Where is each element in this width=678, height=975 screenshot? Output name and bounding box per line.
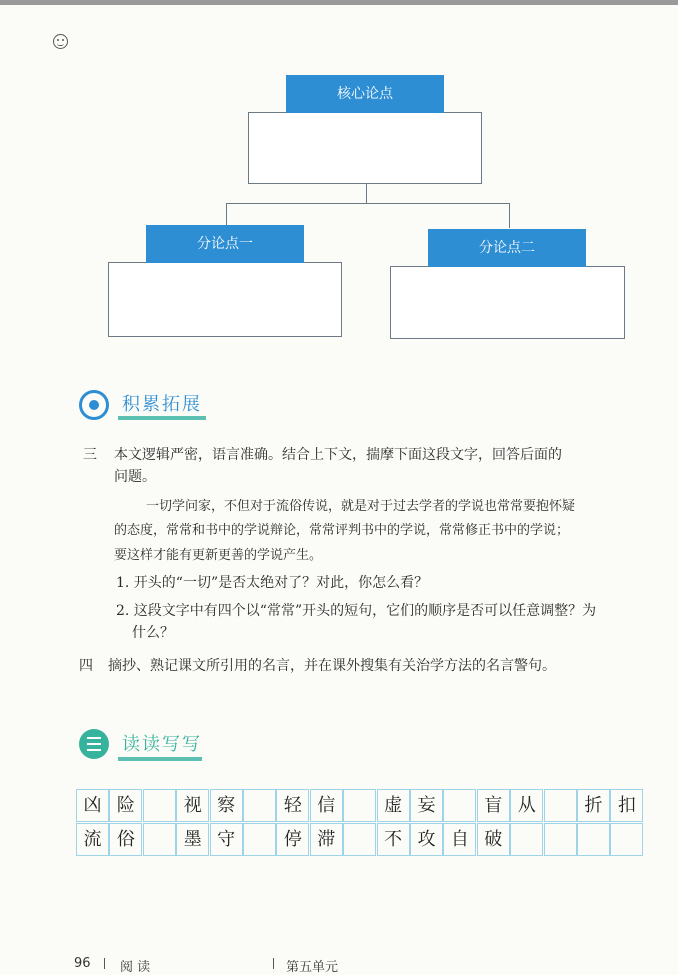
grid-character: 攻 xyxy=(417,829,436,850)
grid-character: 俗 xyxy=(116,829,135,850)
top-edge xyxy=(0,0,678,5)
core-point-box xyxy=(248,112,482,184)
icon-stroke-3 xyxy=(87,749,101,751)
grid-character: 滞 xyxy=(317,829,336,850)
grid-character: 凶 xyxy=(83,795,102,816)
grid-character: 视 xyxy=(183,795,202,816)
grid-character: 察 xyxy=(217,795,236,816)
footer-divider-2 xyxy=(273,958,274,969)
grid-cell xyxy=(143,823,176,856)
core-point-label: 核心论点 xyxy=(286,75,444,113)
grid-character: 折 xyxy=(584,795,603,816)
grid-character: 信 xyxy=(317,795,336,816)
sub-point-1-label: 分论点一 xyxy=(146,225,304,263)
grid-cell xyxy=(243,823,276,856)
grid-cell xyxy=(610,823,643,856)
footer-unit: 第五单元 xyxy=(286,960,339,975)
grid-cell xyxy=(544,789,577,822)
sub-point-1-box xyxy=(108,262,342,337)
section-expand-icon-dot xyxy=(89,400,99,410)
section-title-accumulate: 积累拓展 xyxy=(122,394,202,415)
footer-book-title: 阅 读 xyxy=(120,960,151,975)
grid-character: 轻 xyxy=(283,795,302,816)
grid-cell xyxy=(243,789,276,822)
icon-stroke-1 xyxy=(87,737,101,739)
grid-character: 险 xyxy=(116,795,135,816)
grid-cell xyxy=(343,789,376,822)
connector-left xyxy=(226,203,227,225)
section-title-underline-2 xyxy=(118,757,202,761)
grid-character: 不 xyxy=(384,829,403,850)
smiley-icon xyxy=(53,34,68,49)
connector-horizontal xyxy=(226,203,510,204)
sub-question-2-line2: 什么？ xyxy=(132,625,174,641)
question-4-text: 摘抄、熟记课文所引用的名言，并在课外搜集有关治学方法的名言警句。 xyxy=(108,658,556,674)
quote-line-3: 要这样才能有更新更善的学说产生。 xyxy=(114,548,323,563)
grid-character: 妄 xyxy=(417,795,436,816)
grid-character: 墨 xyxy=(183,829,202,850)
grid-cell xyxy=(544,823,577,856)
grid-character: 从 xyxy=(517,795,536,816)
quote-line-1: 一切学问家，不但对于流俗传说，就是对于过去学者的学说也常常要抱怀疑 xyxy=(146,499,576,514)
question-3-text-line2: 问题。 xyxy=(114,469,156,485)
quote-line-2: 的态度，常常和书中的学说辩论，常常评判书中的学说，常常修正书中的学说； xyxy=(114,523,570,538)
grid-character: 守 xyxy=(217,829,236,850)
question-4-number: 四 xyxy=(79,658,93,674)
sub-question-2-line1: 2. 这段文字中有四个以“常常”开头的短句，它们的顺序是否可以任意调整？为 xyxy=(116,603,597,619)
grid-character: 破 xyxy=(484,829,503,850)
grid-character: 扣 xyxy=(617,795,636,816)
grid-cell xyxy=(143,789,176,822)
grid-character: 虚 xyxy=(384,795,403,816)
section-title-read-write: 读读写写 xyxy=(122,734,202,755)
section-title-underline xyxy=(118,416,206,420)
connector-vertical xyxy=(366,183,367,203)
grid-character: 自 xyxy=(450,829,469,850)
question-3-number: 三 xyxy=(83,447,97,463)
character-grid xyxy=(76,789,644,857)
grid-cell xyxy=(577,823,610,856)
sub-question-1: 1. 开头的“一切”是否太绝对了？对此，你怎么看？ xyxy=(116,575,429,591)
connector-right xyxy=(509,203,510,228)
sub-point-2-box xyxy=(390,266,625,339)
grid-character: 流 xyxy=(83,829,102,850)
section-expand-icon xyxy=(79,390,109,420)
question-3-text-line1: 本文逻辑严密，语言准确。结合上下文，揣摩下面这段文字，回答后面的 xyxy=(114,447,562,463)
icon-stroke-2 xyxy=(87,743,101,745)
footer-divider-1 xyxy=(104,958,105,969)
sub-point-2-label: 分论点二 xyxy=(428,229,586,267)
grid-cell xyxy=(343,823,376,856)
grid-character: 盲 xyxy=(484,795,503,816)
grid-cell xyxy=(510,823,543,856)
grid-character: 停 xyxy=(283,829,302,850)
grid-cell xyxy=(443,789,476,822)
section-read-write-icon xyxy=(79,729,109,759)
page-number: 96 xyxy=(74,956,91,971)
